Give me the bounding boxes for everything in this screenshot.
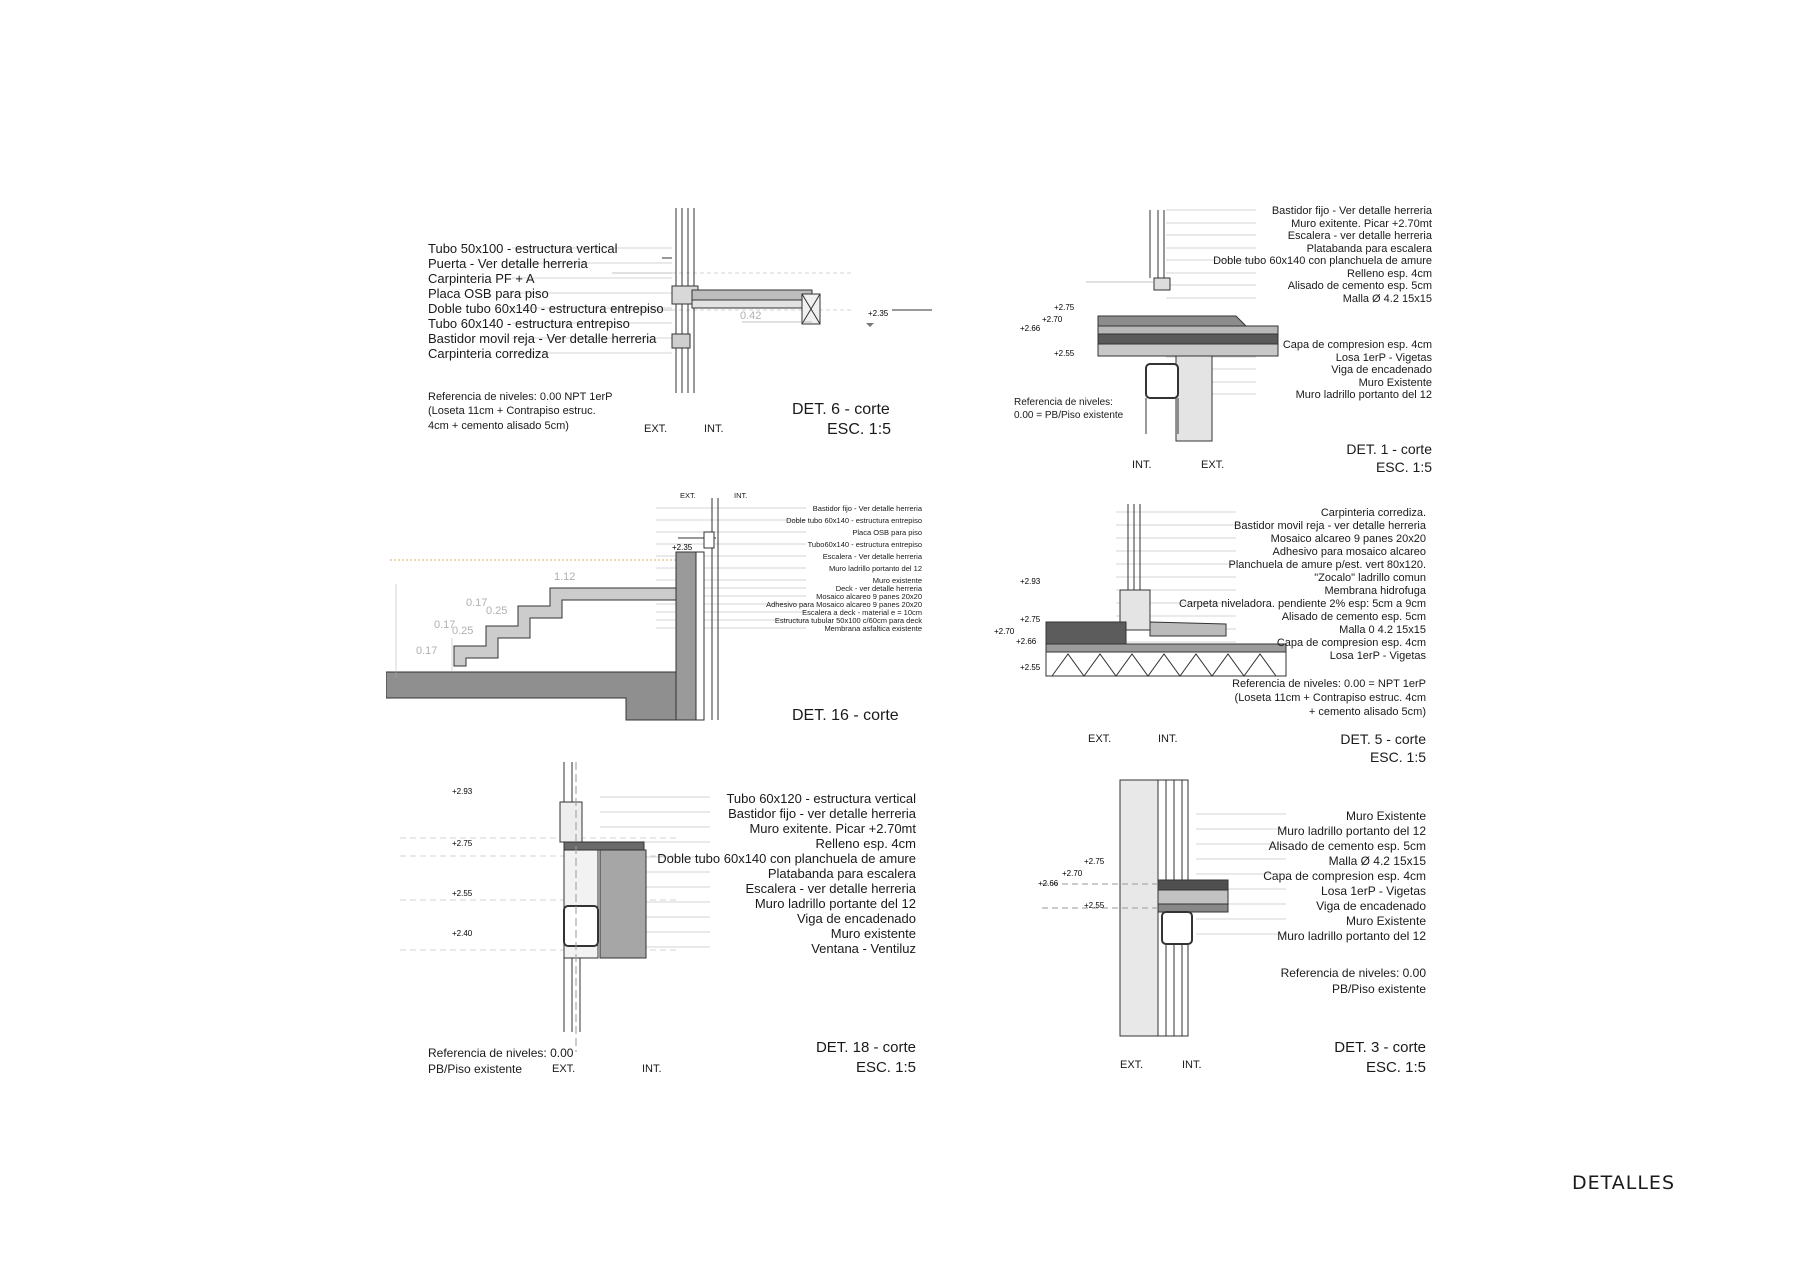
det5-note-11: Capa de compresion esp. 4cm	[1276, 637, 1426, 649]
det18-note-9: Viga de encadenado	[796, 911, 916, 926]
det5-note-3: Mosaico alcareo 9 panes 20x20	[1270, 533, 1426, 545]
det1-note-11: Viga de encadenado	[1331, 364, 1432, 376]
det18-level-3: +2.55	[452, 889, 473, 898]
det6-int-label: INT.	[704, 423, 724, 435]
det6-title: DET. 6 - corte	[792, 401, 890, 418]
det1-note-12: Muro Existente	[1358, 377, 1432, 389]
det18-level-2: +2.75	[452, 839, 473, 848]
det18-level-4: +2.40	[452, 929, 473, 938]
det16-dim-6: 0.17	[466, 597, 488, 609]
det1-scale: ESC. 1:5	[1375, 459, 1432, 475]
det18-note-3: Muro exitente. Picar +2.70mt	[749, 821, 916, 836]
det3-level-1: +2.75	[1084, 857, 1105, 866]
detail-6-panel	[372, 198, 932, 452]
det6-ref-line-2: (Loseta 11cm + Contrapiso estruc.	[428, 405, 596, 418]
det3-ref-line-1: Referencia de niveles: 0.00	[1280, 966, 1426, 980]
det16-note-13: Membrana asfaltica existente	[824, 624, 922, 633]
det16-note-1: Bastidor fijo - Ver detalle herreria	[812, 504, 922, 513]
det6-level: +2.35	[868, 309, 889, 318]
det1-level-2: +2.70	[1042, 315, 1063, 324]
det18-note-1: Tubo 60x120 - estructura vertical	[726, 791, 916, 806]
det16-level: +2.35	[672, 543, 693, 552]
det3-note-4: Malla Ø 4.2 15x15	[1328, 854, 1426, 868]
detail-5-panel	[986, 494, 1440, 772]
det6-note-2: Puerta - Ver detalle herreria	[428, 256, 588, 271]
det6-note-4: Placa OSB para piso	[428, 286, 549, 301]
det1-note-10: Losa 1erP - Vigetas	[1335, 352, 1432, 364]
det16-dim-2: 0.25	[486, 605, 508, 617]
det6-note-3: Carpinteria PF + A	[428, 271, 535, 286]
det5-level-reference	[1232, 678, 1426, 719]
det18-note-7: Escalera - ver detalle herreria	[745, 881, 916, 896]
det16-note-4: Tubo60x140 - estructura entrepiso	[807, 540, 922, 549]
det18-ext-label: EXT.	[552, 1063, 576, 1075]
det6-level-reference	[428, 390, 612, 433]
det1-level-4: +2.55	[1054, 349, 1075, 358]
det18-note-2: Bastidor fijo - ver detalle herreria	[728, 806, 916, 821]
det18-int-label: INT.	[642, 1063, 662, 1075]
det1-note-9: Capa de compresion esp. 4cm	[1282, 339, 1432, 351]
det6-note-7: Bastidor movil reja - Ver detalle herreria	[428, 331, 657, 346]
det18-ref-line-1: Referencia de niveles: 0.00	[428, 1046, 574, 1060]
det16-note-6: Muro ladrillo portanto del 12	[829, 564, 922, 573]
det16-ext-label: EXT.	[680, 491, 696, 500]
det1-note-13: Muro ladrillo portanto del 12	[1295, 389, 1432, 401]
det18-note-6: Platabanda para escalera	[767, 866, 916, 881]
det3-title: DET. 3 - corte	[1334, 1039, 1426, 1056]
det5-note-2: Bastidor movil reja - ver detalle herreria	[1234, 520, 1426, 532]
det6-scale: ESC. 1:5	[827, 421, 892, 438]
det1-note-5: Doble tubo 60x140 con planchuela de amure	[1213, 255, 1432, 267]
det3-note-1: Muro Existente	[1345, 809, 1426, 823]
det16-note-2: Doble tubo 60x140 - estructura entrepiso	[786, 516, 922, 525]
det5-note-7: Membrana hidrofuga	[1324, 585, 1426, 597]
det5-ext-label: EXT.	[1088, 733, 1112, 745]
det5-level-4: +2.66	[1016, 637, 1037, 646]
det16-note-8: Deck - ver detalle herreria	[835, 584, 922, 593]
det16-note-5: Escalera - Ver detalle herreria	[822, 552, 922, 561]
det1-note-4: Platabanda para escalera	[1306, 243, 1432, 255]
det3-note-6: Losa 1erP - Vigetas	[1321, 884, 1426, 898]
det5-level-3: +2.70	[994, 627, 1015, 636]
det18-note-5: Doble tubo 60x140 con planchuela de amure	[657, 851, 916, 866]
det16-dim-5: 0.17	[434, 619, 456, 631]
det18-ref-line-2: PB/Piso existente	[428, 1061, 523, 1076]
det5-scale: ESC. 1:5	[1369, 749, 1426, 765]
detail-16-panel	[386, 488, 936, 734]
det16-dim-4: 0.17	[416, 645, 438, 657]
det5-int-label: INT.	[1158, 733, 1178, 745]
det6-ref-line-1: Referencia de niveles: 0.00 NPT 1erP	[428, 391, 613, 403]
det16-note-7: Muro existente	[872, 576, 922, 585]
det1-level-3: +2.66	[1020, 324, 1041, 333]
det1-ref-line-2: 0.00 = PB/Piso existente	[1014, 410, 1124, 421]
det5-level-5: +2.55	[1020, 663, 1041, 672]
det16-note-3: Placa OSB para piso	[852, 528, 922, 537]
det5-note-10: Malla 0 4.2 15x15	[1339, 624, 1426, 636]
det1-note-1: Bastidor fijo - Ver detalle herreria	[1271, 205, 1432, 217]
det3-level-2: +2.70	[1062, 869, 1083, 878]
det1-note-8: Malla Ø 4.2 15x15	[1342, 293, 1432, 305]
det3-level-3: +2.66	[1038, 879, 1059, 888]
det5-note-9: Alisado de cemento esp. 5cm	[1281, 611, 1426, 623]
det3-level-reference	[1281, 966, 1426, 997]
det16-dim-1: 1.12	[554, 571, 576, 583]
det5-ref-line-2: (Loseta 11cm + Contrapiso estruc. 4cm	[1234, 691, 1426, 704]
det16-dim-3: 0.25	[452, 625, 474, 637]
det18-level-1: +2.93	[452, 787, 473, 796]
det1-ext-label: EXT.	[1201, 459, 1225, 471]
det3-note-7: Viga de encadenado	[1316, 899, 1426, 913]
det3-note-2: Muro ladrillo portanto del 12	[1277, 824, 1426, 838]
det1-level-reference	[1014, 396, 1123, 422]
det16-note-11: Escalera a deck - material e = 10cm	[802, 608, 922, 617]
det5-note-8: Carpeta niveladora. pendiente 2% esp: 5cm a 9cm	[1178, 598, 1426, 610]
det5-ref-line-1: Referencia de niveles: 0.00 = NPT 1erP	[1232, 678, 1426, 690]
det1-note-2: Muro exitente. Picar +2.70mt	[1291, 218, 1432, 230]
det1-note-6: Relleno esp. 4cm	[1347, 268, 1432, 280]
det3-note-9: Muro ladrillo portanto del 12	[1277, 929, 1426, 943]
det1-int-label: INT.	[1132, 459, 1152, 471]
det1-ref-line-1: Referencia de niveles:	[1014, 397, 1113, 408]
det18-note-11: Ventana - Ventiluz	[811, 941, 916, 956]
detail-3-panel	[986, 770, 1440, 1082]
sheet-footer-label: DETALLES	[1572, 1172, 1675, 1194]
det18-title: DET. 18 - corte	[815, 1039, 916, 1056]
det16-note-12: Estructura tubular 50x100 c/60cm para deck	[774, 616, 922, 625]
det6-note-1: Tubo 50x100 - estructura vertical	[428, 241, 618, 256]
det5-note-12: Losa 1erP - Vigetas	[1329, 650, 1426, 662]
det1-title: DET. 1 - corte	[1346, 441, 1432, 457]
det5-level-2: +2.75	[1020, 615, 1041, 624]
det3-ext-label: EXT.	[1120, 1059, 1144, 1071]
det18-note-10: Muro existente	[830, 926, 916, 941]
det3-note-3: Alisado de cemento esp. 5cm	[1268, 839, 1426, 853]
det6-ref-line-3: 4cm + cemento alisado 5cm)	[428, 419, 569, 432]
det5-note-5: Planchuela de amure p/est. vert 80x120.	[1228, 559, 1426, 571]
det1-note-3: Escalera - ver detalle herreria	[1287, 230, 1432, 242]
detail-1-panel	[1006, 198, 1440, 478]
detail-18-panel	[380, 752, 930, 1082]
det6-note-6: Tubo 60x140 - estructura entrepiso	[428, 316, 630, 331]
det5-ref-line-3: + cemento alisado 5cm)	[1308, 705, 1426, 718]
det16-note-10: Adhesivo para Mosaico alcareo 9 panes 20x20	[766, 600, 922, 609]
det5-note-6: "Zocalo" ladrillo comun	[1314, 572, 1426, 584]
det6-ext-label: EXT.	[644, 423, 668, 435]
det3-note-5: Capa de compresion esp. 4cm	[1263, 869, 1426, 883]
det5-level-1: +2.93	[1020, 577, 1041, 586]
det6-note-5: Doble tubo 60x140 - estructura entrepiso	[428, 301, 664, 316]
det18-note-4: Relleno esp. 4cm	[815, 836, 916, 851]
det6-note-8: Carpinteria corrediza	[428, 346, 549, 361]
det16-title: DET. 16 - corte	[792, 707, 899, 724]
det3-note-8: Muro Existente	[1345, 914, 1426, 928]
det16-int-label: INT.	[734, 491, 748, 500]
det1-level-1: +2.75	[1054, 303, 1075, 312]
det5-note-1: Carpinteria corrediza.	[1320, 507, 1426, 519]
det1-note-7: Alisado de cemento esp. 5cm	[1287, 280, 1432, 292]
det5-title: DET. 5 - corte	[1340, 731, 1426, 747]
det16-note-9: Mosaico alcareo 9 panes 20x20	[816, 592, 922, 601]
det3-ref-line-2: PB/Piso existente	[1331, 981, 1426, 996]
det6-dim-label: 0.42	[740, 310, 762, 322]
det3-scale: ESC. 1:5	[1365, 1059, 1426, 1076]
det18-scale: ESC. 1:5	[855, 1059, 916, 1076]
det5-note-4: Adhesivo para mosaico alcareo	[1272, 546, 1426, 558]
det18-note-8: Muro ladrillo portante del 12	[754, 896, 916, 911]
det3-level-4: +2.55	[1084, 901, 1105, 910]
det3-int-label: INT.	[1182, 1059, 1202, 1071]
